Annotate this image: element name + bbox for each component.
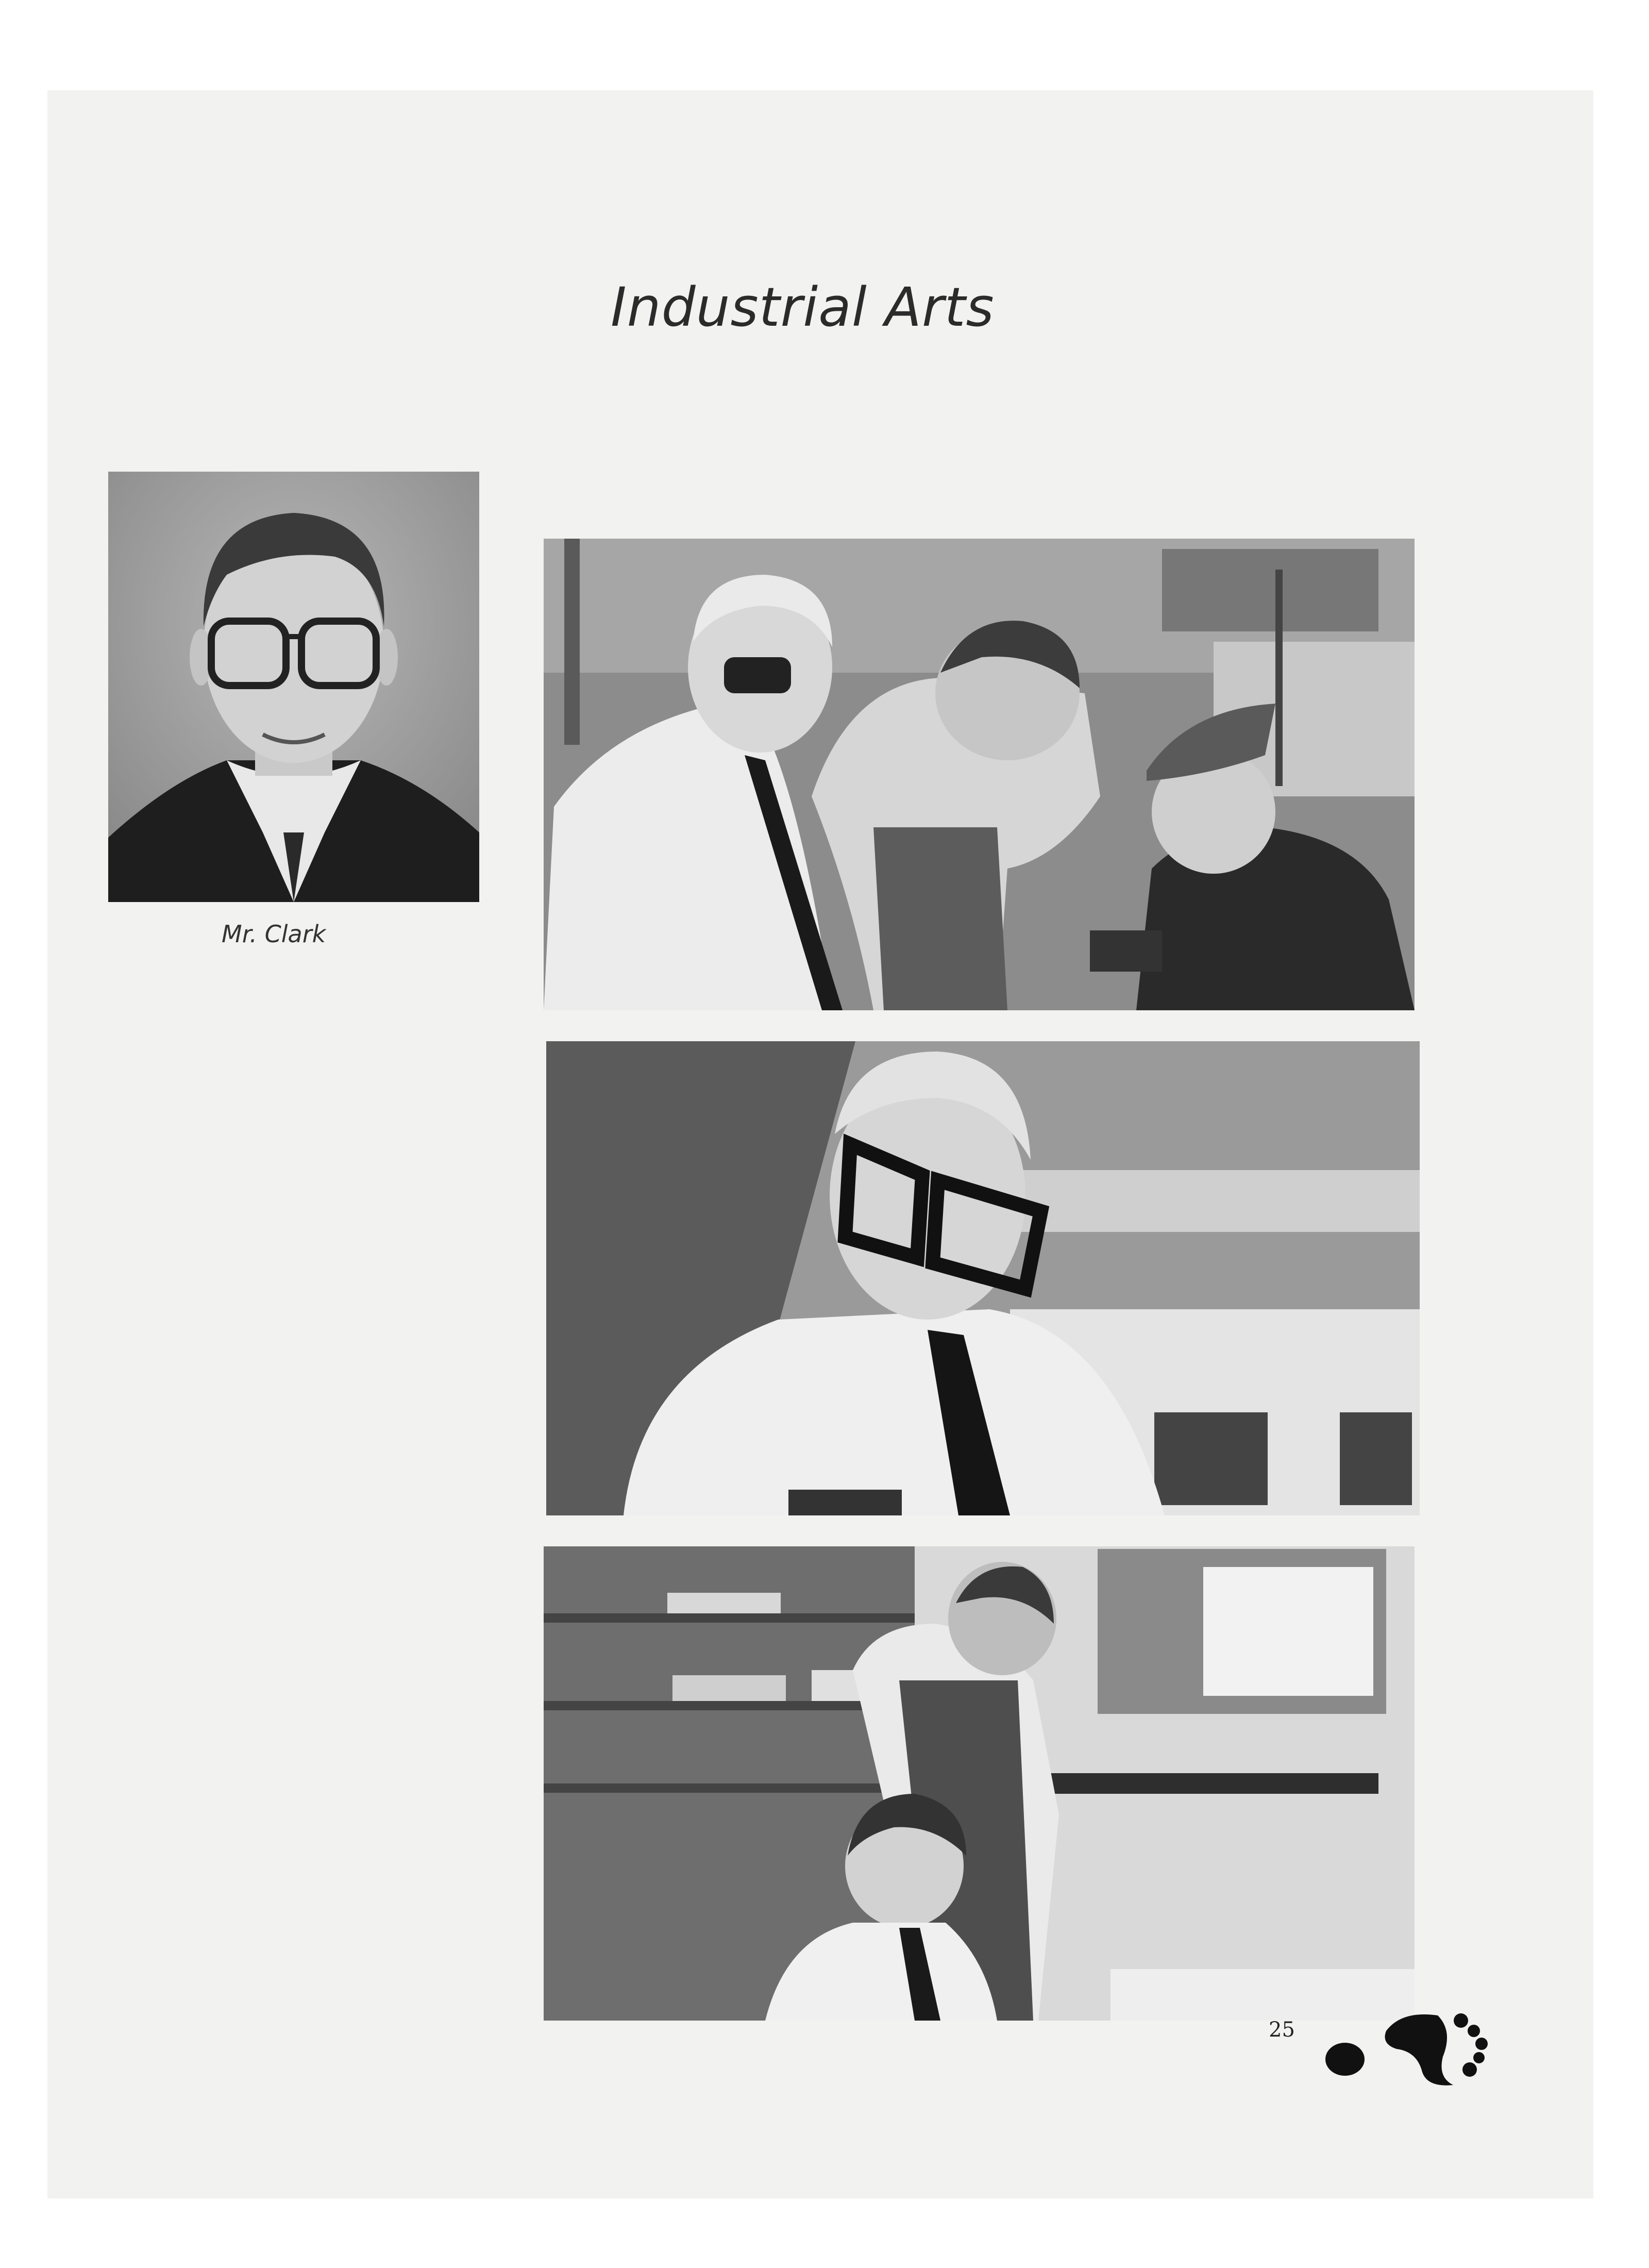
student-goggles-photo — [546, 1041, 1420, 1515]
portrait-photo — [108, 472, 479, 902]
portrait-caption: Mr. Clark — [222, 920, 326, 948]
page-number: 25 — [1269, 2018, 1295, 2042]
page-title: Industrial Arts — [611, 276, 995, 339]
workshop-group-photo — [544, 539, 1415, 1010]
classroom-photo — [544, 1546, 1415, 2021]
footprints-icon — [1324, 2000, 1530, 2088]
